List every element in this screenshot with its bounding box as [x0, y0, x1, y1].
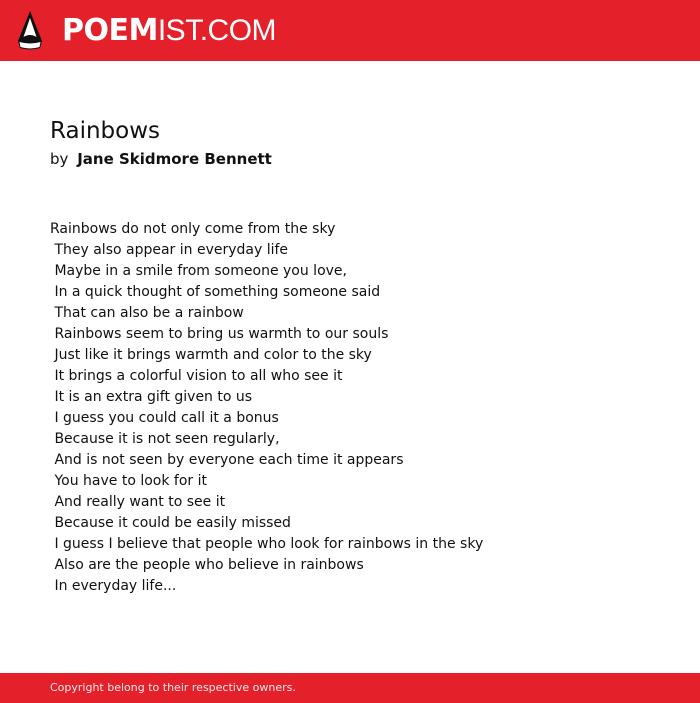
poem-line: Maybe in a smile from someone you love,	[50, 263, 347, 279]
poem-line: And is not seen by everyone each time it appears	[50, 452, 404, 468]
poem-line: Rainbows seem to bring us warmth to our souls	[50, 326, 389, 342]
brand-light-text: IST.COM	[157, 14, 277, 47]
poem-line: Rainbows do not only come from the sky	[50, 221, 336, 237]
poem-title: Rainbows	[50, 118, 161, 144]
site-footer	[0, 673, 700, 703]
pencil-tip-icon	[17, 10, 43, 51]
poem-byline	[50, 148, 272, 170]
site-logo-link[interactable]	[62, 12, 276, 50]
by-label: by	[50, 150, 69, 168]
brand-bold-text: POEM	[62, 13, 158, 48]
poem-line: They also appear in everyday life	[50, 242, 289, 258]
author-name: Jane Skidmore Bennett	[77, 150, 272, 168]
poem-line: I guess you could call it a bonus	[50, 410, 279, 426]
poem-line: You have to look for it	[50, 473, 207, 489]
poem-line: Because it is not seen regularly,	[50, 431, 280, 447]
poem-line: It brings a colorful vision to all who see it	[50, 368, 343, 384]
copyright-notice: Copyright belong to their respective owners.	[50, 681, 296, 694]
poem-line: That can also be a rainbow	[50, 305, 244, 321]
poem-line: Because it could be easily missed	[50, 515, 291, 531]
poem-line: In everyday life...	[50, 578, 177, 594]
poem-line: I guess I believe that people who look for rainbows in the sky	[50, 536, 484, 552]
poem-body	[50, 219, 670, 597]
site-header	[0, 0, 700, 61]
poem-line: Just like it brings warmth and color to the sky	[50, 347, 372, 363]
poem-line: And really want to see it	[50, 494, 226, 510]
poem-line: Also are the people who believe in rainbows	[50, 557, 364, 573]
poem-line: In a quick thought of something someone said	[50, 284, 381, 300]
poem-line: It is an extra gift given to us	[50, 389, 253, 405]
